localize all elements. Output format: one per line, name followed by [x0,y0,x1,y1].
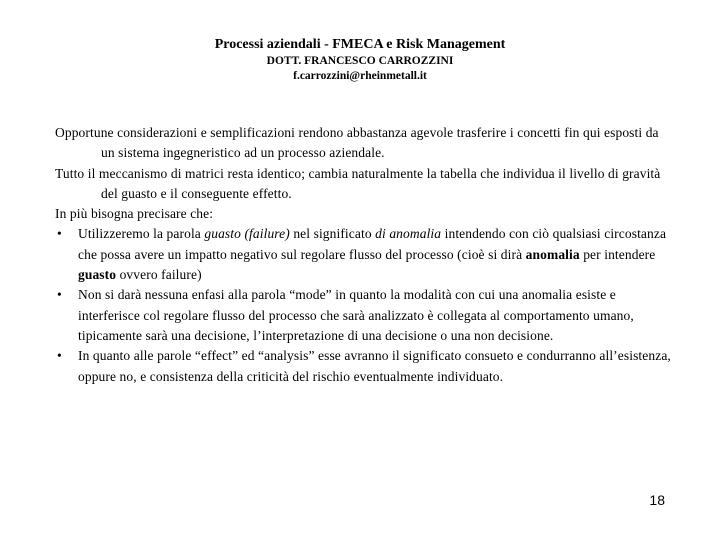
paragraph-intro: Opportune considerazioni e semplificazioni rendono abbastanza agevole trasferire i concetti fin qui esposti da un sistema ingegneristico ad un processo aziendale. [55,125,659,161]
bullet-item-mode [55,285,675,346]
page-title: Processi aziendali - FMECA e Risk Management [214,37,506,52]
bullet-icon: • [57,287,62,303]
slide-body [55,123,675,387]
bullet-icon: • [57,226,62,242]
bullet-item-guasto [55,224,675,285]
bullet-item-effect-analysis [55,346,675,387]
italic-term-guasto: guasto (failure) [204,226,290,242]
bullet-text: Non si darà nessuna enfasi alla parola “mode” in quanto la modalità con cui una anomalia esiste e interferisce col regolare flusso del processo che sarà analizzato è collegata al comportamento umano, tipicamente sarà una decisione, l’interpretazione di una decisione o una non decisione. [78,287,634,343]
paragraph-matrix: Tutto il meccanismo di matrici resta identico; cambia naturalmente la tabella che individua il livello di gravità del guasto e il conseguente effetto. [55,165,661,201]
paragraph-precisare: In più bisogna precisare che: [55,206,214,222]
italic-term-anomalia: di anomalia [375,226,442,242]
bullet-text: nel significato [289,226,376,242]
bullet-text: In quanto alle parole “effect” ed “analysis” esse avranno il significato consueto e condurranno all’esistenza, oppure no, e consistenza della criticità del rischio eventualmente individuato. [78,348,671,384]
bold-term-guasto: guasto [78,267,117,283]
author-email: f.carrozzini@rheinmetall.it [293,70,427,82]
bullet-text: per intendere [579,246,656,262]
bullet-text: Utilizzeremo la parola [78,226,205,242]
author-name: DOTT. FRANCESCO CARROZZINI [266,55,454,67]
bullet-text: ovvero failure) [116,267,202,283]
bullet-text: intendendo con ciò qualsiasi circostanza che possa avere un impatto negativo sul regolare flusso del processo (cioè si dirà [78,226,667,262]
page-number: 18 [649,492,665,508]
bullet-icon: • [57,348,62,364]
bold-term-anomalia: anomalia [525,246,580,262]
